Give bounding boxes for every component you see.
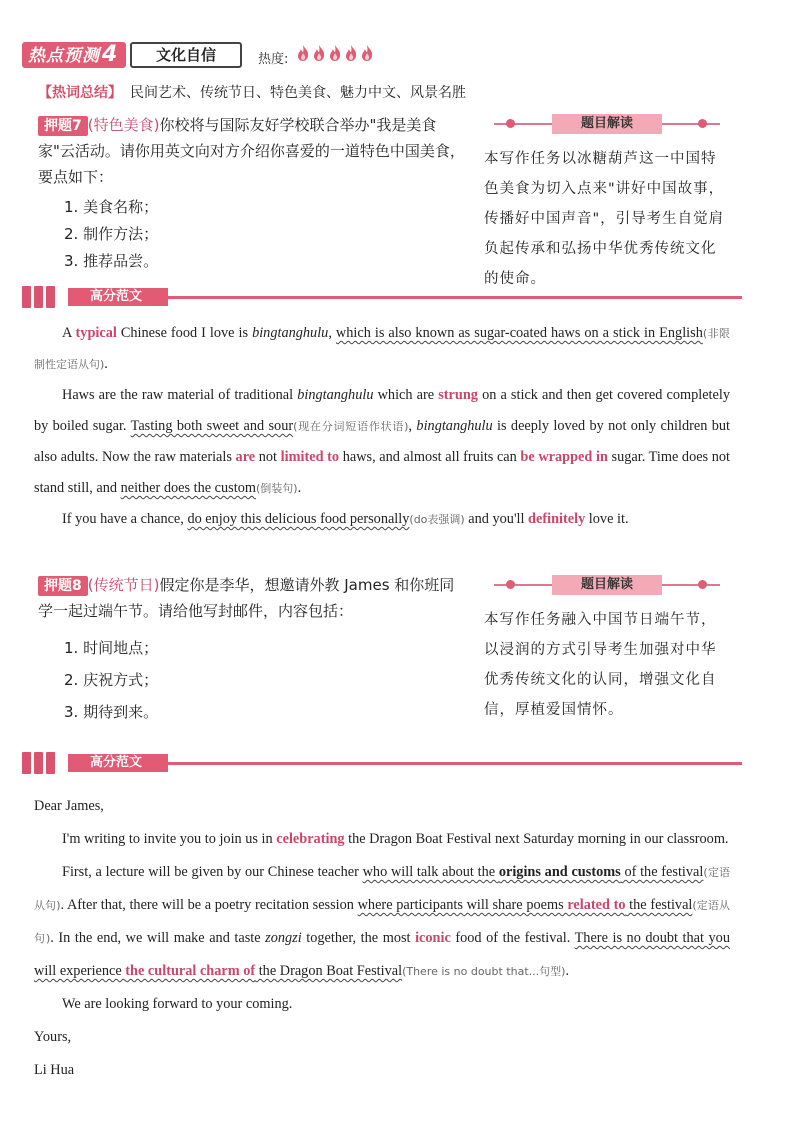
prompt-point: 2. 制作方法； bbox=[64, 225, 159, 243]
section-title: 高分范文 bbox=[68, 288, 168, 306]
heat-rating bbox=[296, 44, 376, 67]
prompt-7-text: 你校将与国际友好学校联合举办"我是美食家"云活动。请你用英文向对方介绍你喜爱的一道特色中国美食，要点如下： bbox=[38, 116, 465, 186]
letter-paragraph: First, a lecture will be given by our Chinese teacher who will talk about the origins and customs of the festival(定语从句). After that, there will be a poetry recitation session where participants will share poems related to the festival(定语从句). In the end, we will make and taste zongzi together, the most iconic food of the festival. There is no doubt that you will experience the cultural charm of the Dragon Boat Festival(There is no doubt that...句型). bbox=[34, 864, 730, 979]
hot-prediction-badge bbox=[22, 42, 126, 68]
essay-paragraph: A typical Chinese food I love is bingtanghulu, which is also known as sugar-coated haws on a stick in English(非限制性定语从句). bbox=[34, 325, 731, 372]
prompt-7-points bbox=[38, 194, 468, 275]
letter-greeting: Dear James, bbox=[34, 798, 104, 814]
heat-label: 热度: bbox=[258, 52, 289, 67]
essay-paragraph: Haws are the raw material of traditional bingtanghulu which are strung on a stick and then get covered completely by boiled sugar. Tasting both sweet and sour(现在分词短语作状语), bingtanghulu is deeply loved by not only children but also adults. Now the raw materials are not limited to haws, and almost all fruits can be wrapped in sugar. Time does not stand still, and neither does the custom(倒装句). bbox=[34, 387, 731, 496]
summary-text: 民间艺术、传统节日、特色美食、魅力中文、风景名胜 bbox=[130, 85, 466, 101]
interpretation-title: 题目解读 bbox=[552, 575, 662, 595]
interpretation-text: 本写作任务融入中国节日端午节，以浸润的方式引导考生加强对中华优秀传统文化的认同，增强文化自信，厚植爱国情怀。 bbox=[484, 612, 717, 718]
model-essay-header bbox=[22, 284, 742, 308]
prompt-8-tag: 押题8 bbox=[38, 576, 88, 596]
interpretation-header bbox=[484, 114, 730, 134]
letter-paragraph: I'm writing to invite you to join us in celebrating the Dragon Boat Festival next Saturday morning in our classroom. bbox=[62, 831, 729, 847]
flame-icon bbox=[312, 44, 326, 62]
prompt-8 bbox=[38, 572, 468, 728]
topic-badge: 文化自信 bbox=[130, 42, 242, 68]
prompt-7-tag: 押题7 bbox=[38, 116, 88, 136]
prompt-point: 3. 推荐品尝。 bbox=[64, 252, 159, 270]
model-essay-header bbox=[22, 750, 742, 774]
hot-prediction-label: 热点预测 bbox=[28, 46, 100, 66]
flame-icon bbox=[296, 44, 310, 62]
letter-paragraph: We are looking forward to your coming. bbox=[62, 996, 293, 1012]
summary-tag: 【热词总结】 bbox=[38, 85, 122, 101]
prompt-7-category: (特色美食) bbox=[87, 116, 160, 134]
essay-paragraph: If you have a chance, do enjoy this delicious food personally(do表强调) and you'll definitely love it. bbox=[62, 511, 629, 527]
interpretation-title: 题目解读 bbox=[552, 114, 662, 134]
model-letter-8 bbox=[34, 790, 730, 1087]
prompt-point: 1. 美食名称； bbox=[64, 198, 159, 216]
prompt-point: 1. 时间地点； bbox=[64, 639, 159, 657]
prompt-point: 3. 期待到来。 bbox=[64, 703, 159, 721]
hot-prediction-number: 4 bbox=[102, 42, 119, 67]
letter-signature: Li Hua bbox=[34, 1062, 75, 1078]
flame-icon bbox=[344, 44, 358, 62]
flame-icon bbox=[328, 44, 342, 62]
prompt-7 bbox=[38, 112, 468, 275]
interpretation-header bbox=[484, 575, 730, 595]
model-essay-7 bbox=[34, 318, 730, 535]
section-title: 高分范文 bbox=[68, 754, 168, 772]
flame-icon bbox=[360, 44, 374, 62]
prompt-8-points bbox=[38, 632, 468, 728]
prompt-point: 2. 庆祝方式； bbox=[64, 671, 159, 689]
prompt-8-text: 假定你是李华，想邀请外教 James 和你班同学一起过端午节。请给他写封邮件，内容包括： bbox=[38, 576, 455, 620]
interpretation-7 bbox=[484, 114, 730, 294]
prompt-8-category: (传统节日) bbox=[87, 576, 160, 594]
interpretation-text: 本写作任务以冰糖葫芦这一中国特色美食为切入点来"讲好中国故事，传播好中国声音"，引导考生自觉肩负起传承和弘扬中华优秀传统文化的使命。 bbox=[484, 151, 725, 287]
letter-closing: Yours, bbox=[34, 1029, 72, 1045]
hot-words-summary bbox=[38, 82, 466, 102]
interpretation-8 bbox=[484, 575, 730, 725]
